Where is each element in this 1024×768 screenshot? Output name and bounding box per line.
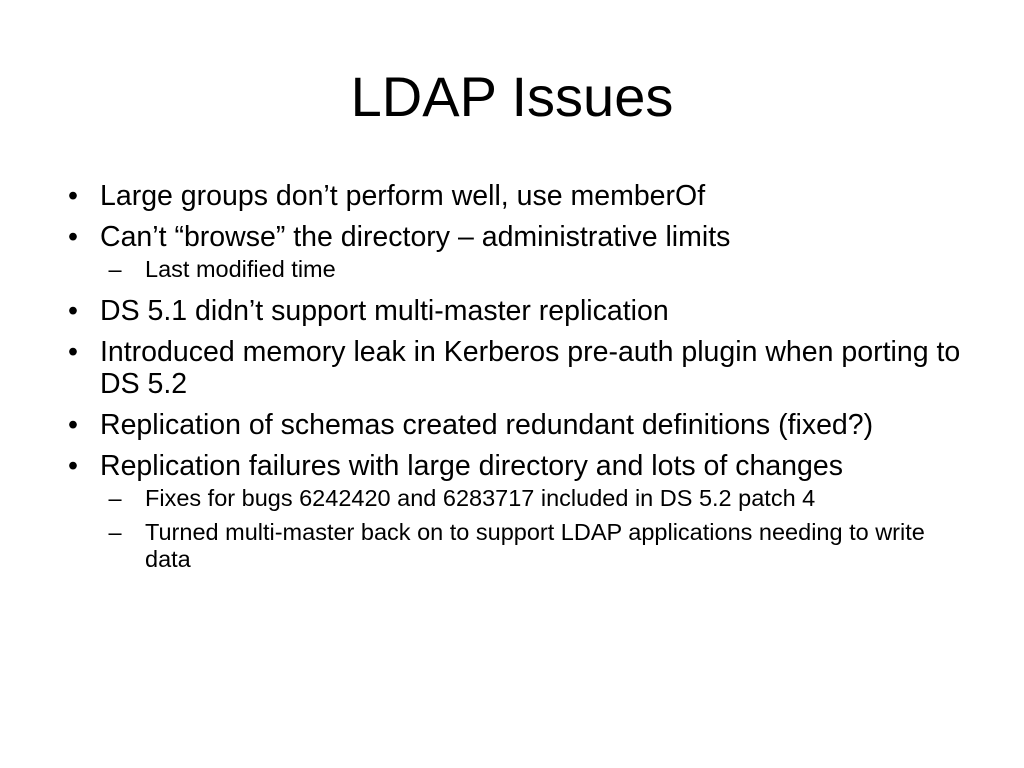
bullet-marker: •	[68, 295, 78, 327]
bullet-item	[62, 409, 962, 441]
slide-title: LDAP Issues	[350, 65, 674, 128]
sub-bullet-marker: –	[108, 485, 122, 511]
bullet-text: Introduced memory leak in Kerberos pre-auth plugin when porting to DS 5.2	[100, 336, 961, 400]
bullet-text: Replication of schemas created redundant definitions (fixed?)	[100, 409, 874, 441]
bullet-item	[62, 450, 962, 482]
bullet-item	[62, 221, 962, 253]
sub-bullet-text: Fixes for bugs 6242420 and 6283717 included in DS 5.2 patch 4	[145, 485, 816, 511]
bullet-marker: •	[68, 409, 78, 441]
bullet-marker: •	[68, 221, 78, 253]
sub-bullet-item	[100, 485, 962, 512]
bullet-text: Large groups don’t perform well, use memberOf	[100, 180, 706, 212]
sub-bullet-marker: –	[108, 256, 122, 282]
bullet-text: Can’t “browse” the directory – administrative limits	[100, 221, 731, 253]
bullet-text: DS 5.1 didn’t support multi-master replication	[100, 295, 669, 327]
bullet-text: Replication failures with large directory and lots of changes	[100, 450, 843, 482]
sub-bullet-text: Turned multi-master back on to support LDAP applications needing to write data	[145, 519, 925, 572]
sub-bullet-text: Last modified time	[145, 256, 336, 282]
bullet-item	[62, 336, 962, 400]
bullet-marker: •	[68, 450, 78, 482]
sub-bullet-marker: –	[108, 519, 122, 545]
sub-bullet-item	[100, 256, 962, 283]
bullet-item	[62, 295, 962, 327]
slide-body	[62, 180, 962, 580]
bullet-marker: •	[68, 180, 78, 212]
bullet-item	[62, 180, 962, 212]
bullet-marker: •	[68, 336, 78, 368]
sub-bullet-item	[100, 519, 962, 573]
